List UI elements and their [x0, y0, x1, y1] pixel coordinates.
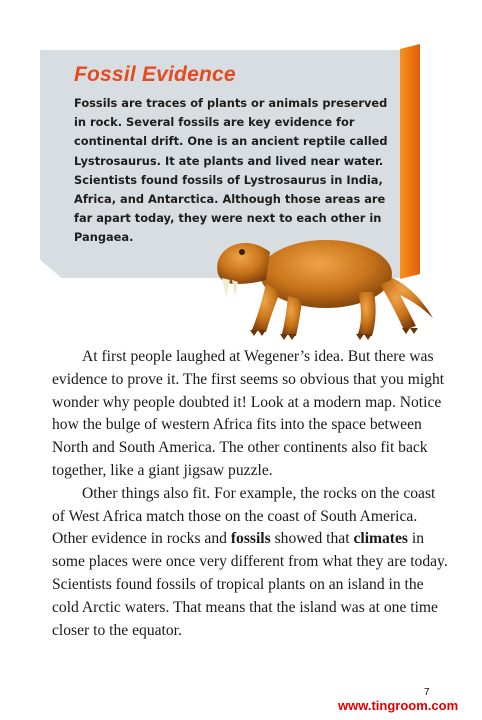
term-climates: climates — [353, 530, 408, 548]
paragraph-1: At first people laughed at Wegener’s idea. But there was evidence to prove it. The first seems so obvious that you might wonder why people doubted it! Look at a modern map. Notice how the bulge of western Africa fits into the space between North and South America. The other continents also fit back together, like a giant jigsaw puzzle. — [52, 348, 445, 479]
body-text — [52, 346, 448, 642]
lystrosaurus-illustration — [208, 222, 438, 346]
term-fossils: fossils — [230, 530, 271, 548]
watermark: www.tingroom.com — [338, 698, 459, 713]
page-number: 7 — [424, 687, 430, 698]
sidebar-title: Fossil Evidence — [74, 63, 236, 86]
paragraph-2: Other things also fit. For example, the rocks on the coast of West Africa match those on the coast of South America. Other evidence in rocks and fossils showed that climates in some places were once very different from what they are today. Scientists found fossils of tropical plants on an island in the cold Arctic waters. That means that the island was at one time closer to the equator. — [52, 484, 448, 639]
sidebar-text: Fossils are traces of plants or animals preserved in rock. Several fossils are key evidence for continental drift. One is an ancient reptile called Lystrosaurus. It ate plants and lived near water. Scientists found fossils of Lystrosaurus in India, Africa, and Antarctica. Although those areas are far apart today, they were next to each other in Pangaea. — [74, 96, 388, 245]
